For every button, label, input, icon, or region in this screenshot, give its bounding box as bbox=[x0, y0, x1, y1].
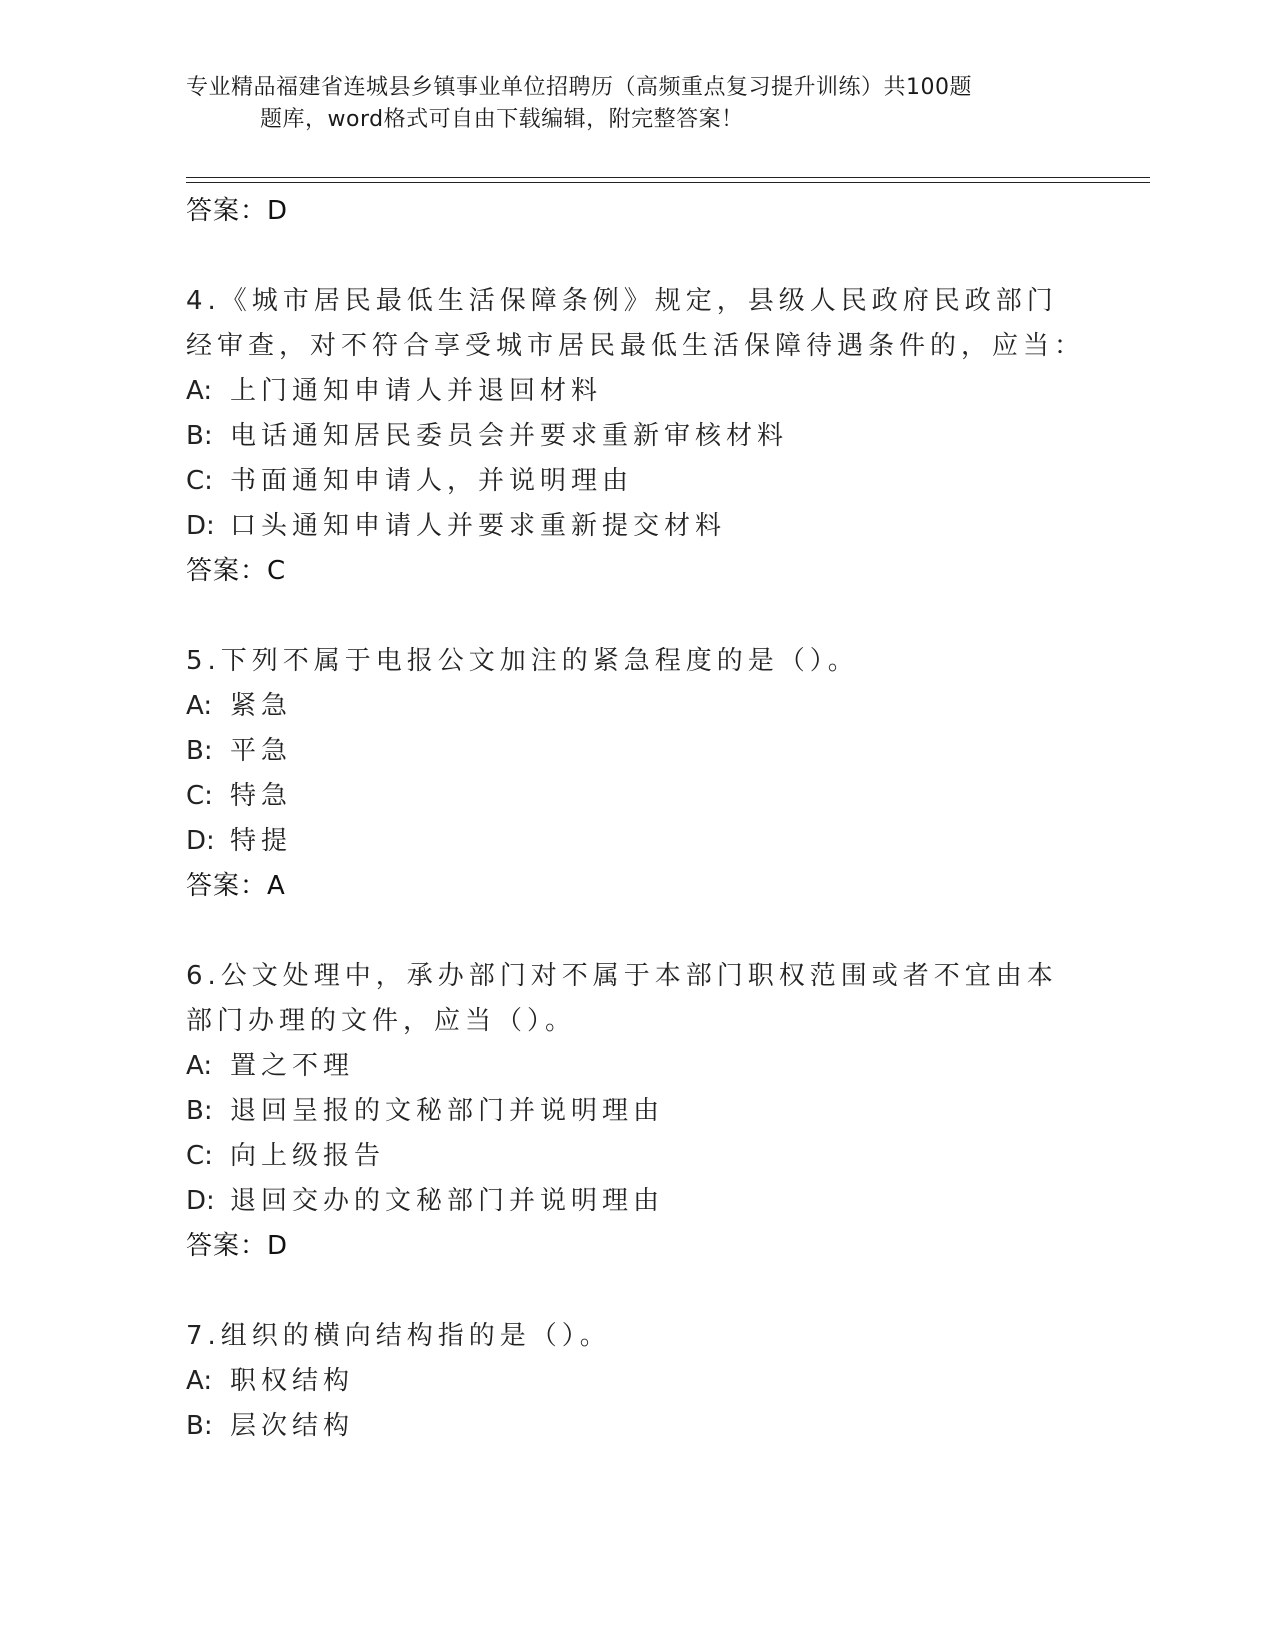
option-text: 书面通知申请人，并说明理由 bbox=[230, 466, 634, 496]
question-text: 6.公文处理中，承办部门对不属于本部门职权范围或者不宜由本部门办理的文件，应当（）。 bbox=[186, 961, 1058, 1036]
option-text: 电话通知居民委员会并要求重新审核材料 bbox=[230, 421, 789, 451]
answer-line: 答案：A bbox=[186, 871, 286, 901]
option-text: 口头通知申请人并要求重新提交材料 bbox=[230, 511, 727, 541]
header-rule-top bbox=[186, 177, 1150, 178]
answer-line: 答案：D bbox=[186, 1231, 289, 1261]
header-rule-bottom bbox=[186, 182, 1150, 183]
option-key: D: bbox=[186, 1186, 215, 1216]
question-item bbox=[186, 639, 1086, 909]
option-text: 退回呈报的文秘部门并说明理由 bbox=[230, 1096, 665, 1126]
question-item bbox=[186, 954, 1086, 1269]
option-b bbox=[186, 1089, 1086, 1134]
option-b bbox=[186, 414, 1086, 459]
option-d bbox=[186, 819, 1086, 864]
option-b bbox=[186, 729, 1086, 774]
option-key: B: bbox=[186, 1411, 213, 1441]
option-text: 特提 bbox=[230, 826, 293, 856]
header-line-2: 题库，word格式可自由下载编辑，附完整答案！ bbox=[260, 107, 744, 132]
option-text: 平急 bbox=[230, 736, 293, 766]
option-key: A: bbox=[186, 691, 213, 721]
question-list bbox=[186, 189, 1086, 1449]
option-d bbox=[186, 1179, 1086, 1224]
option-key: A: bbox=[186, 376, 213, 406]
option-text: 紧急 bbox=[230, 691, 293, 721]
option-c bbox=[186, 1134, 1086, 1179]
option-key: A: bbox=[186, 1366, 213, 1396]
question-text: 5.下列不属于电报公文加注的紧急程度的是（）。 bbox=[186, 646, 859, 676]
option-key: B: bbox=[186, 421, 213, 451]
option-key: D: bbox=[186, 826, 215, 856]
option-text: 向上级报告 bbox=[230, 1141, 386, 1171]
option-a bbox=[186, 369, 1086, 414]
option-text: 置之不理 bbox=[230, 1051, 355, 1081]
option-text: 退回交办的文秘部门并说明理由 bbox=[230, 1186, 665, 1216]
question-item bbox=[186, 1314, 1086, 1449]
option-key: D: bbox=[186, 511, 215, 541]
previous-answer: 答案：D bbox=[186, 196, 289, 226]
option-key: C: bbox=[186, 1141, 213, 1171]
option-text: 特急 bbox=[230, 781, 293, 811]
option-key: C: bbox=[186, 466, 213, 496]
option-d bbox=[186, 504, 1086, 549]
option-text: 职权结构 bbox=[230, 1366, 355, 1396]
header-line-1: 专业精品福建省连城县乡镇事业单位招聘历（高频重点复习提升训练）共100题 bbox=[186, 75, 972, 100]
option-text: 层次结构 bbox=[230, 1411, 355, 1441]
option-a bbox=[186, 1044, 1086, 1089]
option-key: B: bbox=[186, 1096, 213, 1126]
question-text: 7.组织的横向结构指的是（）。 bbox=[186, 1321, 611, 1351]
option-a bbox=[186, 1359, 1086, 1404]
option-c bbox=[186, 459, 1086, 504]
answer-line: 答案：C bbox=[186, 556, 287, 586]
option-key: A: bbox=[186, 1051, 213, 1081]
option-b bbox=[186, 1404, 1086, 1449]
question-item bbox=[186, 279, 1086, 594]
option-text: 上门通知申请人并退回材料 bbox=[230, 376, 603, 406]
option-key: C: bbox=[186, 781, 213, 811]
document-header bbox=[186, 72, 1086, 136]
option-a bbox=[186, 684, 1086, 729]
option-c bbox=[186, 774, 1086, 819]
question-text: 4.《城市居民最低生活保障条例》规定，县级人民政府民政部门经审查，对不符合享受城市居民最低生活保障待遇条件的，应当： bbox=[186, 286, 1086, 361]
option-key: B: bbox=[186, 736, 213, 766]
